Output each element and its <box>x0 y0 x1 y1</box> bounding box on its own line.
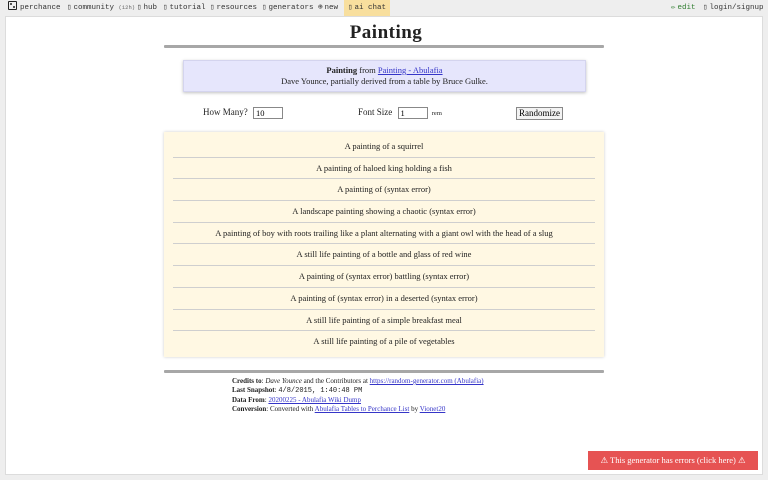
nav-hub-label: hub <box>143 4 158 12</box>
generator-page <box>5 16 763 475</box>
nav-ai-chat-label: ai chat <box>354 4 387 12</box>
dice-logo-icon <box>8 1 17 10</box>
nav-generators[interactable] <box>262 0 314 16</box>
credits-site-link[interactable]: https://random-generator.com (Abulafia) <box>369 377 484 385</box>
snapshot-label: Last Snapshot <box>232 386 275 394</box>
description-line-2: Dave Younce, partially derived from a table by Bruce Gulke. <box>281 76 488 86</box>
pencil-icon: ✏ <box>671 4 676 12</box>
hub-icon: ▯ <box>137 4 142 12</box>
description-line-1 <box>184 65 585 76</box>
page-title: Painting <box>349 22 423 43</box>
resources-icon: ▯ <box>210 4 215 12</box>
conversion-link[interactable]: Abulafia Tables to Perchance List <box>314 405 410 413</box>
error-banner[interactable]: ⚠ This generator has errors (click here) ⚠ <box>588 451 758 470</box>
result-item: A painting of (syntax error) battling (syntax error) <box>173 266 595 288</box>
nav-new[interactable] <box>318 0 338 16</box>
nav-community-badge: (12h) <box>118 4 136 11</box>
font-size-unit: rem <box>431 110 442 118</box>
result-item: A landscape painting showing a chaotic (syntax error) <box>173 201 595 223</box>
nav-tutorial[interactable] <box>163 0 206 16</box>
data-from-link[interactable]: 20200225 - Abulafia Wiki Dump <box>268 396 361 404</box>
results-list <box>164 132 604 357</box>
font-size-input[interactable] <box>398 107 428 119</box>
credits-block <box>232 377 484 414</box>
conversion-by: by <box>411 405 419 413</box>
result-item: A painting of a squirrel <box>173 136 595 158</box>
user-icon: ▯ <box>703 4 708 12</box>
nav-generators-label: generators <box>268 4 314 12</box>
credits-line: Credits to: Dave Younce and the Contributors at https://random-generator.com (Abulafia) <box>232 377 484 385</box>
nav-resources-label: resources <box>216 4 258 12</box>
font-size-label: Font Size <box>358 107 393 118</box>
randomize-button[interactable]: Randomize <box>516 107 563 120</box>
credits-and: and the Contributors at <box>303 377 368 385</box>
snapshot-line: Last Snapshot: 4/8/2015, 1:40:48 PM <box>232 386 363 395</box>
result-item: A still life painting of a bottle and glass of red wine <box>173 244 595 266</box>
nav-resources[interactable] <box>210 0 257 16</box>
data-from-line: Data From: 20200225 - Abulafia Wiki Dump <box>232 396 361 404</box>
nav-logo[interactable] <box>8 0 61 16</box>
description-name: Painting <box>326 65 358 75</box>
result-item: A painting of (syntax error) in a deserted (syntax error) <box>173 288 595 310</box>
plus-circle-icon: ⊕ <box>318 4 323 12</box>
nav-edit[interactable] <box>671 0 696 16</box>
data-from-label: Data From <box>232 396 265 404</box>
title-divider <box>164 45 604 48</box>
how-many-label: How Many? <box>203 107 248 118</box>
nav-ai-chat[interactable] <box>344 0 390 16</box>
nav-login[interactable] <box>703 0 764 16</box>
result-item: A painting of boy with roots trailing like a plant alternating with a giant owl with the head of a slug <box>173 223 595 245</box>
speech-bubble-icon: ▯ <box>67 4 72 12</box>
description-box <box>183 60 586 92</box>
nav-new-label: new <box>324 4 339 12</box>
ai-chat-icon: ▯ <box>348 4 353 12</box>
footer-divider <box>164 370 604 373</box>
snapshot-value: 4/8/2015, 1:40:48 PM <box>278 387 363 395</box>
how-many-control <box>203 107 283 119</box>
source-link[interactable]: Painting - Abulafia <box>377 65 443 75</box>
how-many-input[interactable] <box>253 107 283 119</box>
result-item: A still life painting of a simple breakfast meal <box>173 310 595 332</box>
conversion-text: Converted with <box>269 405 314 413</box>
nav-community[interactable] <box>67 0 135 16</box>
tutorial-icon: ▯ <box>163 4 168 12</box>
font-size-control <box>358 107 442 119</box>
nav-login-label: login/signup <box>709 4 764 12</box>
nav-community-label: community <box>73 4 115 12</box>
nav-tutorial-label: tutorial <box>169 4 206 12</box>
nav-hub[interactable] <box>137 0 157 16</box>
conversion-label: Conversion <box>232 405 267 413</box>
credits-label: Credits to <box>232 377 262 385</box>
result-item: A painting of haloed king holding a fish <box>173 158 595 180</box>
nav-edit-label: edit <box>677 4 696 12</box>
description-from: from <box>359 65 376 75</box>
result-item: A painting of (syntax error) <box>173 179 595 201</box>
result-item: A still life painting of a pile of vegetables <box>313 336 455 347</box>
converter-link[interactable]: Vionet20 <box>419 405 446 413</box>
generators-icon: ▯ <box>262 4 267 12</box>
nav-logo-label: perchance <box>20 4 61 12</box>
credits-author: Dave Younce <box>265 377 302 385</box>
top-nav <box>0 0 768 16</box>
conversion-line: Conversion: Converted with Abulafia Tables to Perchance List by Vionet20 <box>232 405 446 413</box>
